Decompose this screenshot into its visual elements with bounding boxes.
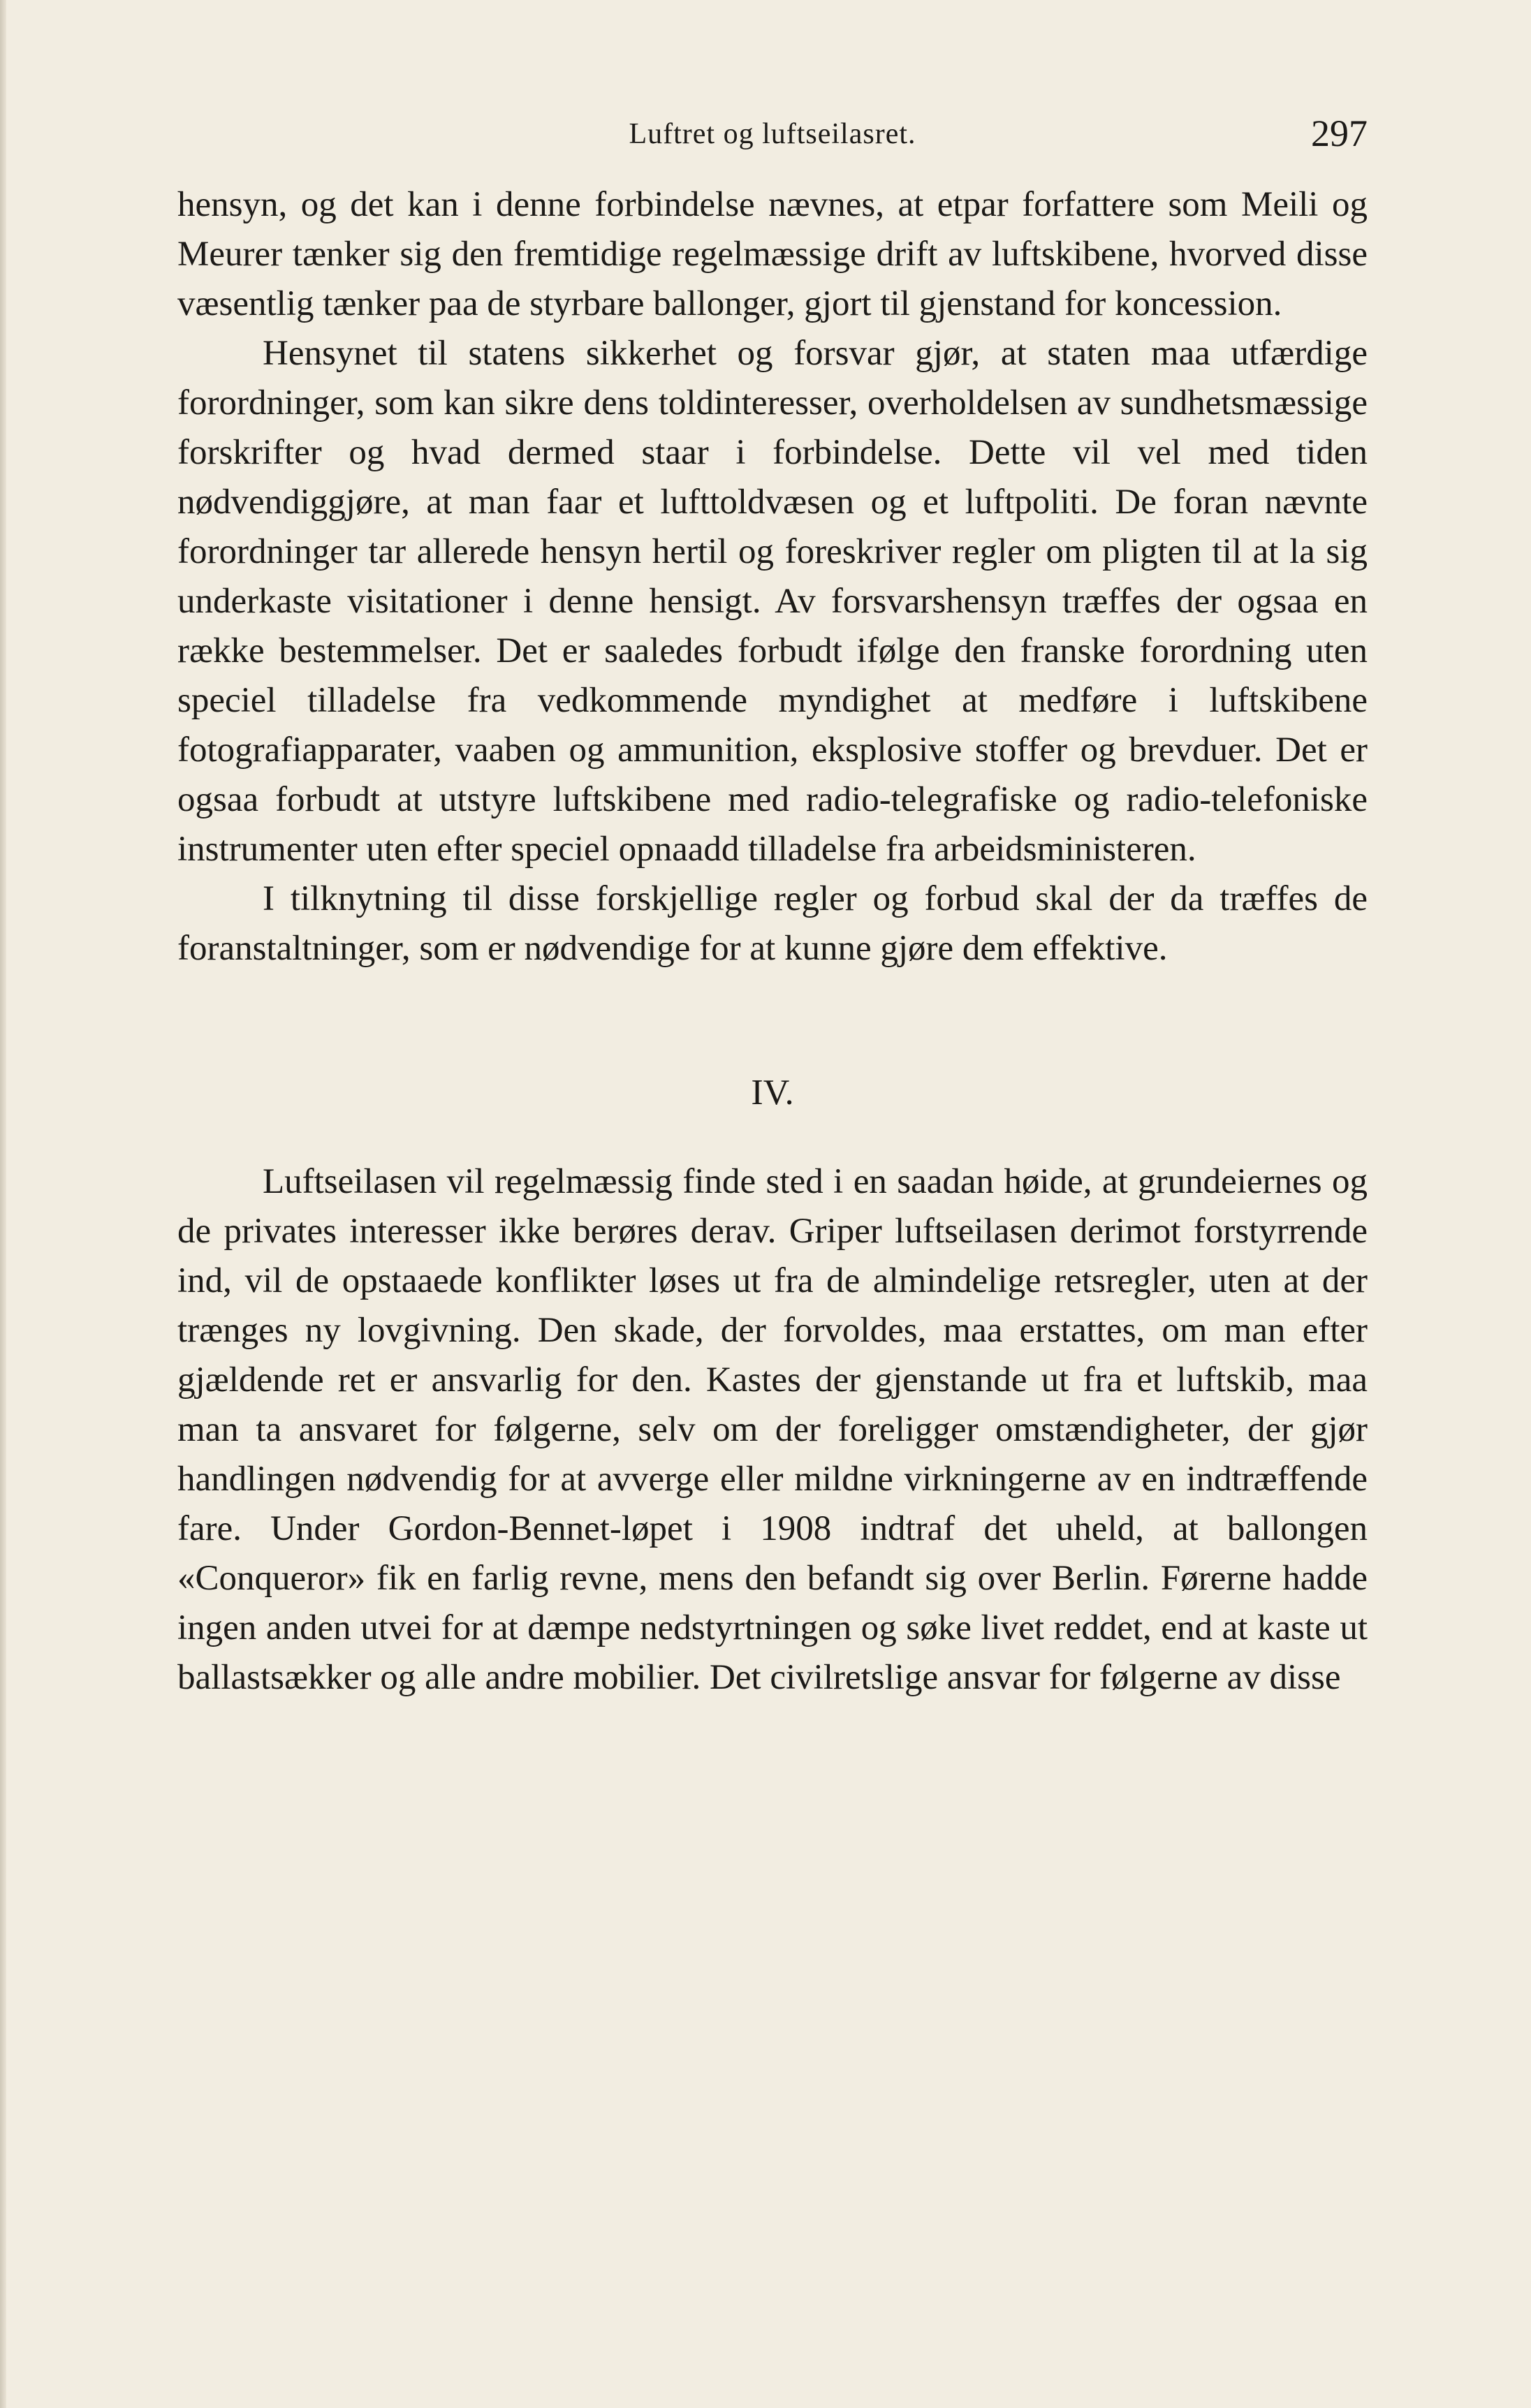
paragraph-2: Hensynet til statens sikkerhet og forsvar gjør, at staten maa utfærdige forordninger, som kan sikre dens toldinteresser, overholdelsen av sundhetsmæssige forskrifter og hvad dermed staar i forbindelse. Dette vil vel med tiden nødvendiggjøre, at man faar et lufttoldvæsen og et luftpoliti. De foran nævnte forordninger tar allerede hensyn hertil og foreskriver regler om pligten til at la sig underkaste visitationer i denne hensigt. Av forsvarshensyn træffes der ogsaa en række bestemmelser. Det er saaledes forbudt ifølge den franske forordning uten speciel tilladelse fra vedkommende myndighet at medføre i luftskibene fotografiapparater, vaaben og ammunition, eksplosive stoffer og brevduer. Det er ogsaa forbudt at utstyre luftskibene med radio-telegrafiske og radio-telefoniske instrumenter uten efter speciel opnaadd tilladelse fra arbeidsministeren.: [177, 334, 1368, 869]
running-title: Luftret og luftseilasret.: [629, 118, 916, 150]
paragraph-1: hensyn, og det kan i denne forbindelse nævnes, at etpar forfattere som Meili og Meurer tænker sig den fremtidige regelmæssige drift av luftskibene, hvorved disse væsentlig tænker paa de styrbare ballonger, gjort til gjenstand for koncession.: [177, 185, 1368, 323]
body-text: [177, 180, 1368, 1703]
page-spine-edge: [0, 0, 6, 2408]
section-heading: IV.: [751, 1073, 794, 1113]
paragraph-4: Luftseilasen vil regelmæssig finde sted i en saadan høide, at grundeiernes og de privates interesser ikke berøres derav. Griper luftseilasen derimot forstyrrende ind, vil de opstaaede konflikter løses ut fra de almindelige retsregler, uten at der trænges ny lovgivning. Den skade, der forvoldes, maa erstattes, om man efter gjældende ret er ansvarlig for den. Kastes der gjenstande ut fra et luftskib, maa man ta ansvaret for følgerne, selv om der foreligger omstændigheter, der gjør handlingen nødvendig for at avverge eller mildne virkningerne av en indtræffende fare. Under Gordon-Bennet-løpet i 1908 indtraf det uheld, at ballongen «Conqueror» fik en farlig revne, mens den befandt sig over Berlin. Førerne hadde ingen anden utvei for at dæmpe nedstyrtningen og søke livet reddet, end at kaste ut ballastsækker og alle andre mobilier. Det civilretslige ansvar for følgerne av disse: [177, 1162, 1368, 1697]
page-header: [177, 112, 1368, 168]
page-number: 297: [1311, 112, 1368, 154]
paragraph-3: I tilknytning til disse forskjellige regler og forbud skal der da træffes de foranstaltninger, som er nødvendige for at kunne gjøre dem effektive.: [177, 879, 1368, 968]
